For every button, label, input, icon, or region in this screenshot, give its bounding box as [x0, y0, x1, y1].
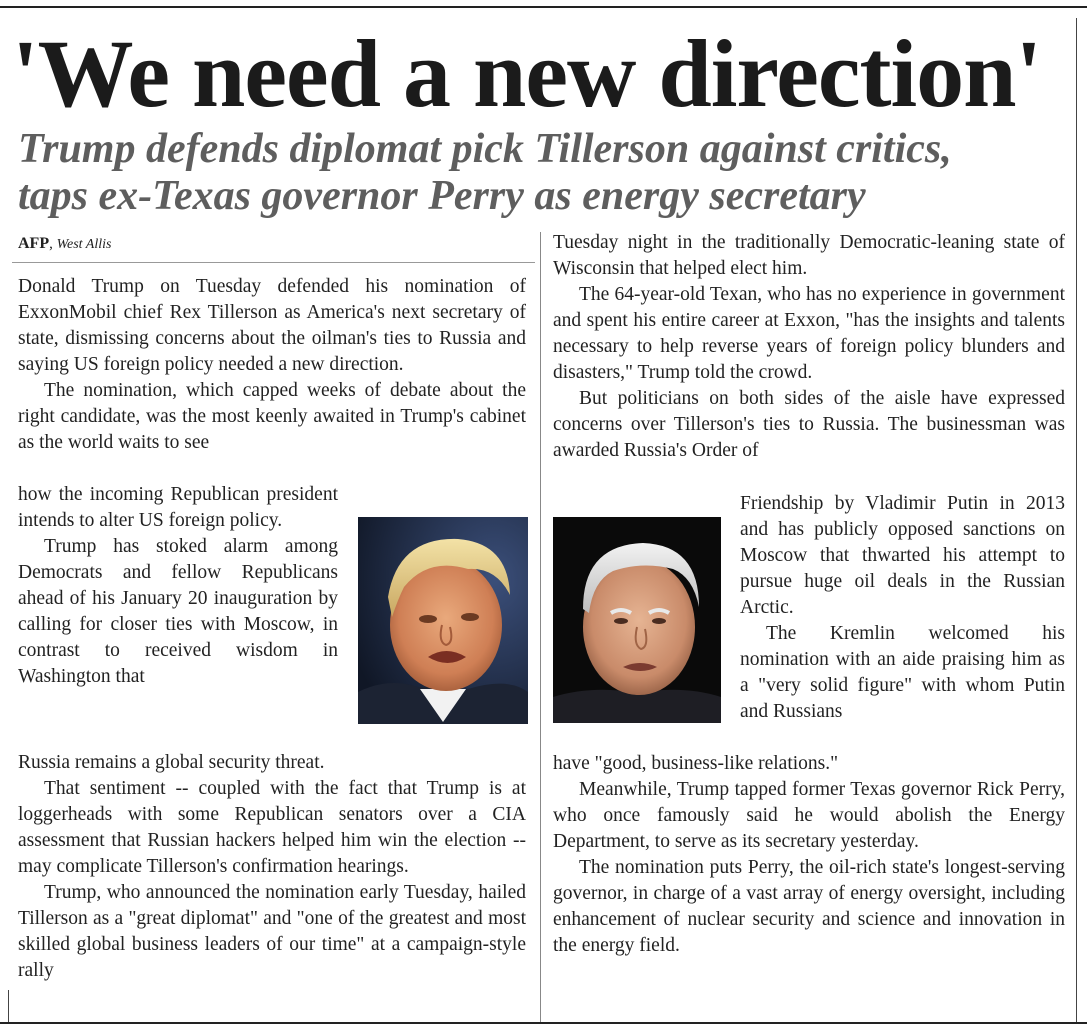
- right-column-bottom: [553, 751, 1065, 959]
- right-column-wrap: [740, 491, 1065, 725]
- left-paragraph-4: That sentiment -- coupled with the fact that Trump is at loggerheads with some Republican senators over a CIA assessment that Russian hackers helped him win the election -- may complicate Tillerson's confirmation hearings.: [18, 778, 526, 877]
- trump-photo: [358, 517, 528, 724]
- right-paragraph-6: The nomination puts Perry, the oil-rich state's longest-serving governor, in charge of a vast array of energy oversight, including enhancement of nuclear security and science and innovation in the energy field.: [553, 857, 1065, 956]
- left-paragraph-3-cont: Russia remains a global security threat.: [18, 752, 325, 773]
- left-column-top: [18, 274, 526, 456]
- subheadline-line-1: Trump defends diplomat pick Tillerson against critics,: [18, 126, 952, 172]
- right-paragraph-4: The Kremlin welcomed his nomination with an aide praising him as a "very solid figure" with whom Putin and Russians: [740, 623, 1065, 722]
- top-rule: [0, 6, 1087, 8]
- left-paragraph-3: Trump has stoked alarm among Democrats and fellow Republicans ahead of his January 20 inauguration by calling for closer ties with Moscow, in contrast to received wisdom in Washington that: [18, 536, 338, 687]
- left-rule: [8, 990, 9, 1022]
- byline: [18, 232, 533, 257]
- right-column-top: [553, 230, 1065, 464]
- right-paragraph-2: The 64-year-old Texan, who has no experience in government and spent his entire career at Exxon, "has the insights and talents necessary to help reverse years of foreign policy blunders and disasters," Trump told the crowd.: [553, 284, 1065, 383]
- subheadline-line-2: taps ex-Texas governor Perry as energy secretary: [18, 173, 866, 219]
- column-divider: [540, 232, 541, 1022]
- tillerson-portrait-image: [553, 517, 721, 723]
- right-paragraph-3: But politicians on both sides of the aisle have expressed concerns over Tillerson's ties to Russia. The businessman was awarded Russia's Order of: [553, 388, 1065, 461]
- byline-separator: ,: [49, 236, 53, 252]
- right-paragraph-1: Tuesday night in the traditionally Democratic-leaning state of Wisconsin that helped elect him.: [553, 232, 1065, 279]
- left-column-wrap: [18, 482, 338, 690]
- byline-rule: [12, 262, 535, 263]
- right-paragraph-4-cont: have "good, business-like relations.": [553, 753, 839, 774]
- trump-portrait-image: [358, 517, 528, 724]
- left-paragraph-2-cont: how the incoming Republican president intends to alter US foreign policy.: [18, 484, 338, 531]
- subheadline: [18, 126, 1068, 220]
- left-paragraph-2: The nomination, which capped weeks of debate about the right candidate, was the most keenly awaited in Trump's cabinet as the world waits to see: [18, 380, 526, 453]
- left-paragraph-1: Donald Trump on Tuesday defended his nomination of ExxonMobil chief Rex Tillerson as America's next secretary of state, dismissing concerns about the oilman's ties to Russia and saying US foreign policy needed a new direction.: [18, 276, 526, 375]
- headline: 'We need a new direction': [12, 20, 1042, 127]
- byline-agency: AFP: [18, 235, 50, 252]
- byline-place: West Allis: [56, 237, 112, 252]
- left-paragraph-5: Trump, who announced the nomination early Tuesday, hailed Tillerson as a "great diplomat" and "one of the greatest and most skilled global business leaders of our time" at a campaign-style rally: [18, 882, 526, 981]
- left-column-bottom: [18, 750, 526, 984]
- right-paragraph-3-cont: Friendship by Vladimir Putin in 2013 and has publicly opposed sanctions on Moscow that thwarted his attempt to pursue huge oil deals in the Russian Arctic.: [740, 493, 1065, 618]
- tillerson-photo: [553, 517, 721, 723]
- right-rule: [1076, 18, 1077, 1022]
- bottom-rule: [0, 1022, 1087, 1024]
- right-paragraph-5: Meanwhile, Trump tapped former Texas governor Rick Perry, who once famously said he would abolish the Energy Department, to serve as its secretary yesterday.: [553, 779, 1065, 852]
